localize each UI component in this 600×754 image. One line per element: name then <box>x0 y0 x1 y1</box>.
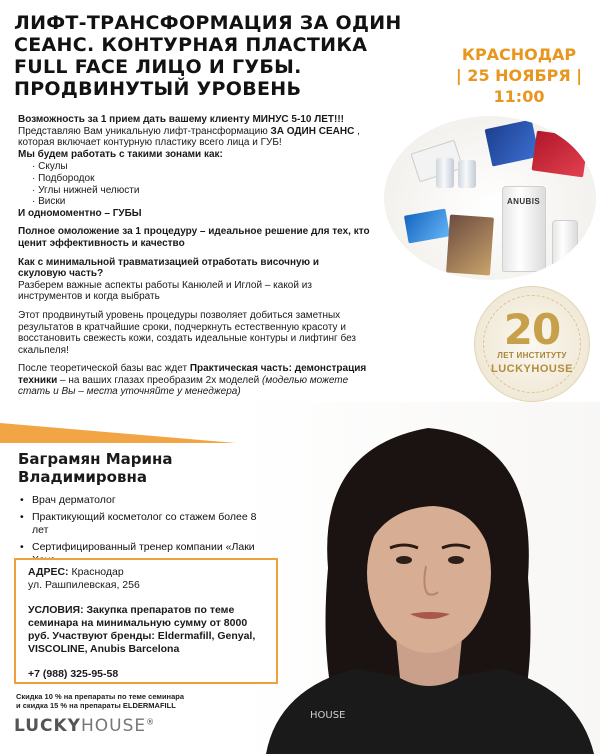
anniversary-medal <box>474 286 590 402</box>
discount-note <box>16 692 276 710</box>
present-suffix: , которая включает контурную пластику всего лица и ГУБ! <box>18 125 360 149</box>
product-vial <box>436 158 454 188</box>
contact-box <box>14 558 278 684</box>
conditions-label: УСЛОВИЯ: <box>28 604 84 616</box>
trauma-answer: Разберем важные аспекты работы Канюлей и Иглой – какой из инструментов и когда выбрать <box>18 279 312 303</box>
medal-number: 20 <box>503 305 561 354</box>
list-item: · Углы нижней челюсти <box>32 185 370 197</box>
discount-line: и скидка 15 % на препараты ELDERMAFILL <box>16 701 176 710</box>
product-box-gold <box>446 215 494 276</box>
brand-logo <box>14 716 155 736</box>
lips-text: И одномоментно – ГУБЫ <box>18 207 142 219</box>
practice-prefix: После теоретической базы вас ждет <box>18 363 190 375</box>
list-item: · Виски <box>32 196 370 208</box>
logo-bold: LUCKY <box>14 716 81 736</box>
presenter-block <box>18 450 258 571</box>
presenter-bio <box>18 494 258 567</box>
presenter-name-line: Баграмян Марина <box>18 450 173 468</box>
discount-line: Скидка 10 % на препараты по теме семинара <box>16 692 185 701</box>
practice-suffix: – на ваших глазах преобразим 2х моделей <box>57 374 263 386</box>
medal-brand: LUCKYHOUSE <box>490 363 573 375</box>
title-line: ПРОДВИНУТЫЙ УРОВЕНЬ <box>14 78 302 100</box>
phone-number: +7 (988) 325-95-58 <box>28 668 119 680</box>
logo-mark: ® <box>146 717 156 727</box>
list-item: • Практикующий косметолог со стажем более 8 лет <box>18 511 258 537</box>
address-street: ул. Рашпилевская, 256 <box>28 579 140 591</box>
conditions-text: Закупка препаратов по теме семинара на минимальную сумму от 8000 руб. Участвуют бренды: Eldermafill, Genyal, VISCOLINE, Anubis Barcelona <box>28 604 256 655</box>
products-image <box>384 116 596 280</box>
product-tube-small <box>552 220 578 268</box>
page-title <box>14 12 434 100</box>
list-item: • Врач дерматолог <box>18 494 258 507</box>
product-brand-label: ANUBIS <box>507 197 541 206</box>
list-item: · Скулы <box>32 161 370 173</box>
medal-subtitle: ЛЕТ ИНСТИТУТУ <box>497 351 567 360</box>
rejuvenation-text: Полное омоложение за 1 процедуру – идеальное решение для тех, кто ценит эффективность и качество <box>18 226 370 249</box>
event-info <box>446 44 592 107</box>
present-prefix: Представляю Вам уникальную лифт-трансформацию <box>18 125 271 137</box>
product-box-blue-small <box>404 209 450 244</box>
offer-text: Возможность за 1 прием дать вашему клиенту МИНУС 5-10 ЛЕТ!!! <box>18 114 345 125</box>
address-city: Краснодар <box>68 566 124 578</box>
description <box>18 114 370 398</box>
trauma-question: Как с минимальной травматизацией отработать височную и скуловую часть? <box>18 256 320 280</box>
zones-heading: Мы будем работать с такими зонами как: <box>18 148 223 160</box>
product-box-red <box>531 131 588 178</box>
presenter-name-line: Владимировна <box>18 468 147 486</box>
event-time: 11:00 <box>493 87 545 106</box>
svg-text:HOUSE: HOUSE <box>310 710 346 721</box>
presenter-portrait <box>258 388 600 754</box>
product-vial <box>458 160 476 188</box>
present-paragraph <box>18 126 370 149</box>
practice-italic: (моделью можете стать и Вы – места уточняйте у менеджера) <box>18 374 349 398</box>
address-label: АДРЕС: <box>28 566 69 578</box>
accent-triangle <box>0 423 236 443</box>
product-tube <box>502 186 546 272</box>
title-line: СЕАНС. КОНТУРНАЯ ПЛАСТИКА <box>14 34 368 56</box>
product-box-blue <box>485 119 540 166</box>
list-item: • Сертифицированный тренер компании «Лаки <box>18 541 258 567</box>
present-bold: ЗА ОДИН СЕАНС <box>270 125 355 137</box>
list-item: · Подбородок <box>32 173 370 185</box>
logo-light: HOUSE <box>81 716 147 736</box>
event-city: КРАСНОДАР <box>461 45 577 64</box>
title-line: FULL FACE ЛИЦО И ГУБЫ. <box>14 56 302 78</box>
presenter-name <box>18 450 258 486</box>
advanced-text: Этот продвинутый уровень процедуры позволяет добиться заметных результатов в кратчайшие сроки, подчеркнуть естественную красоту и восстановить свежесть кожи, создать идеальные контуры и лифтинг без скальпеля! <box>18 309 357 356</box>
practice-bold: Практическая часть: демонстрация техники <box>18 363 367 386</box>
zones-list <box>32 161 370 207</box>
title-line: ЛИФТ-ТРАНСФОРМАЦИЯ ЗА ОДИН <box>14 12 402 34</box>
event-date: | 25 НОЯБРЯ | <box>455 66 583 85</box>
